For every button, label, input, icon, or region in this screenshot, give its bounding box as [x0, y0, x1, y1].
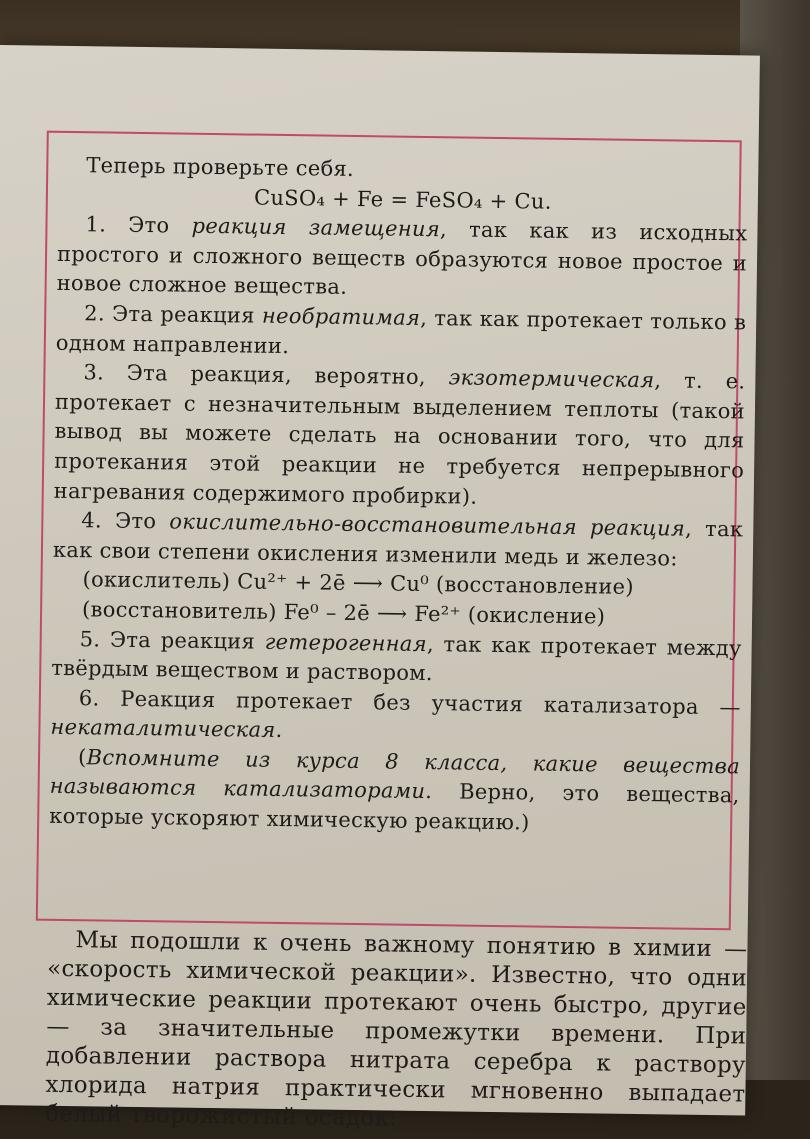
reaction-rate-paragraph: Мы подошли к очень важному понятию в химии — «скорость химической реакции». Известно, что одни химические реакции протекают очень быстро, другие — за значительные промежутки времени. При добавлении раствора нитрата серебра к раствору хлорида натрия практически мгновенно выпадает белый творожистый осадок:: [44, 927, 748, 1132]
main-text: [45, 926, 748, 1139]
item-2: 2. Эта реакция необратимая, так как протекает только в одном направлении.: [55, 301, 747, 358]
item-6: 6. Реакция протекает без участия катализатора — некаталитическая.: [50, 685, 741, 743]
frame-heading: Теперь проверьте себя.: [86, 153, 355, 181]
item-3: 3. Эта реакция, вероятно, экзотермическая, т. е. протекает с незначительным выделением теплоты (такой вывод вы можете сделать на основании того, что для протекания этой реакции не требуется непрерывного нагревания содержимого пробирки).: [53, 360, 746, 509]
item-5: 5. Эта реакция гетерогенная, так как протекает между твёрдым веществом и раствором.: [51, 626, 742, 686]
half-reaction-reduction: (окислитель) Cu²⁺ + 2ē ⟶ Cu⁰ (восстановление): [82, 567, 635, 600]
check-yourself-content: [49, 151, 748, 841]
item-1: 1. Это реакция замещения, так как из исходных простого и сложного веществ образуются новое простое и новое сложное вещества.: [56, 212, 748, 300]
reaction-equation: CuSO₄ + Fe = FeSO₄ + Cu.: [253, 185, 552, 214]
item-4: 4. Это окислительно-восстановительная реакция, так как свои степени окисления изменили медь и железо:: [52, 508, 744, 571]
catalyst-note: (Вспомните из курса 8 класса, какие вещества называются катализаторами. Верно, это вещества, которые ускоряют химическую реакцию.): [49, 745, 741, 835]
book-page: [0, 45, 760, 1132]
half-reaction-oxidation: (восстановитель) Fe⁰ – 2ē ⟶ Fe²⁺ (окисление): [81, 597, 606, 629]
